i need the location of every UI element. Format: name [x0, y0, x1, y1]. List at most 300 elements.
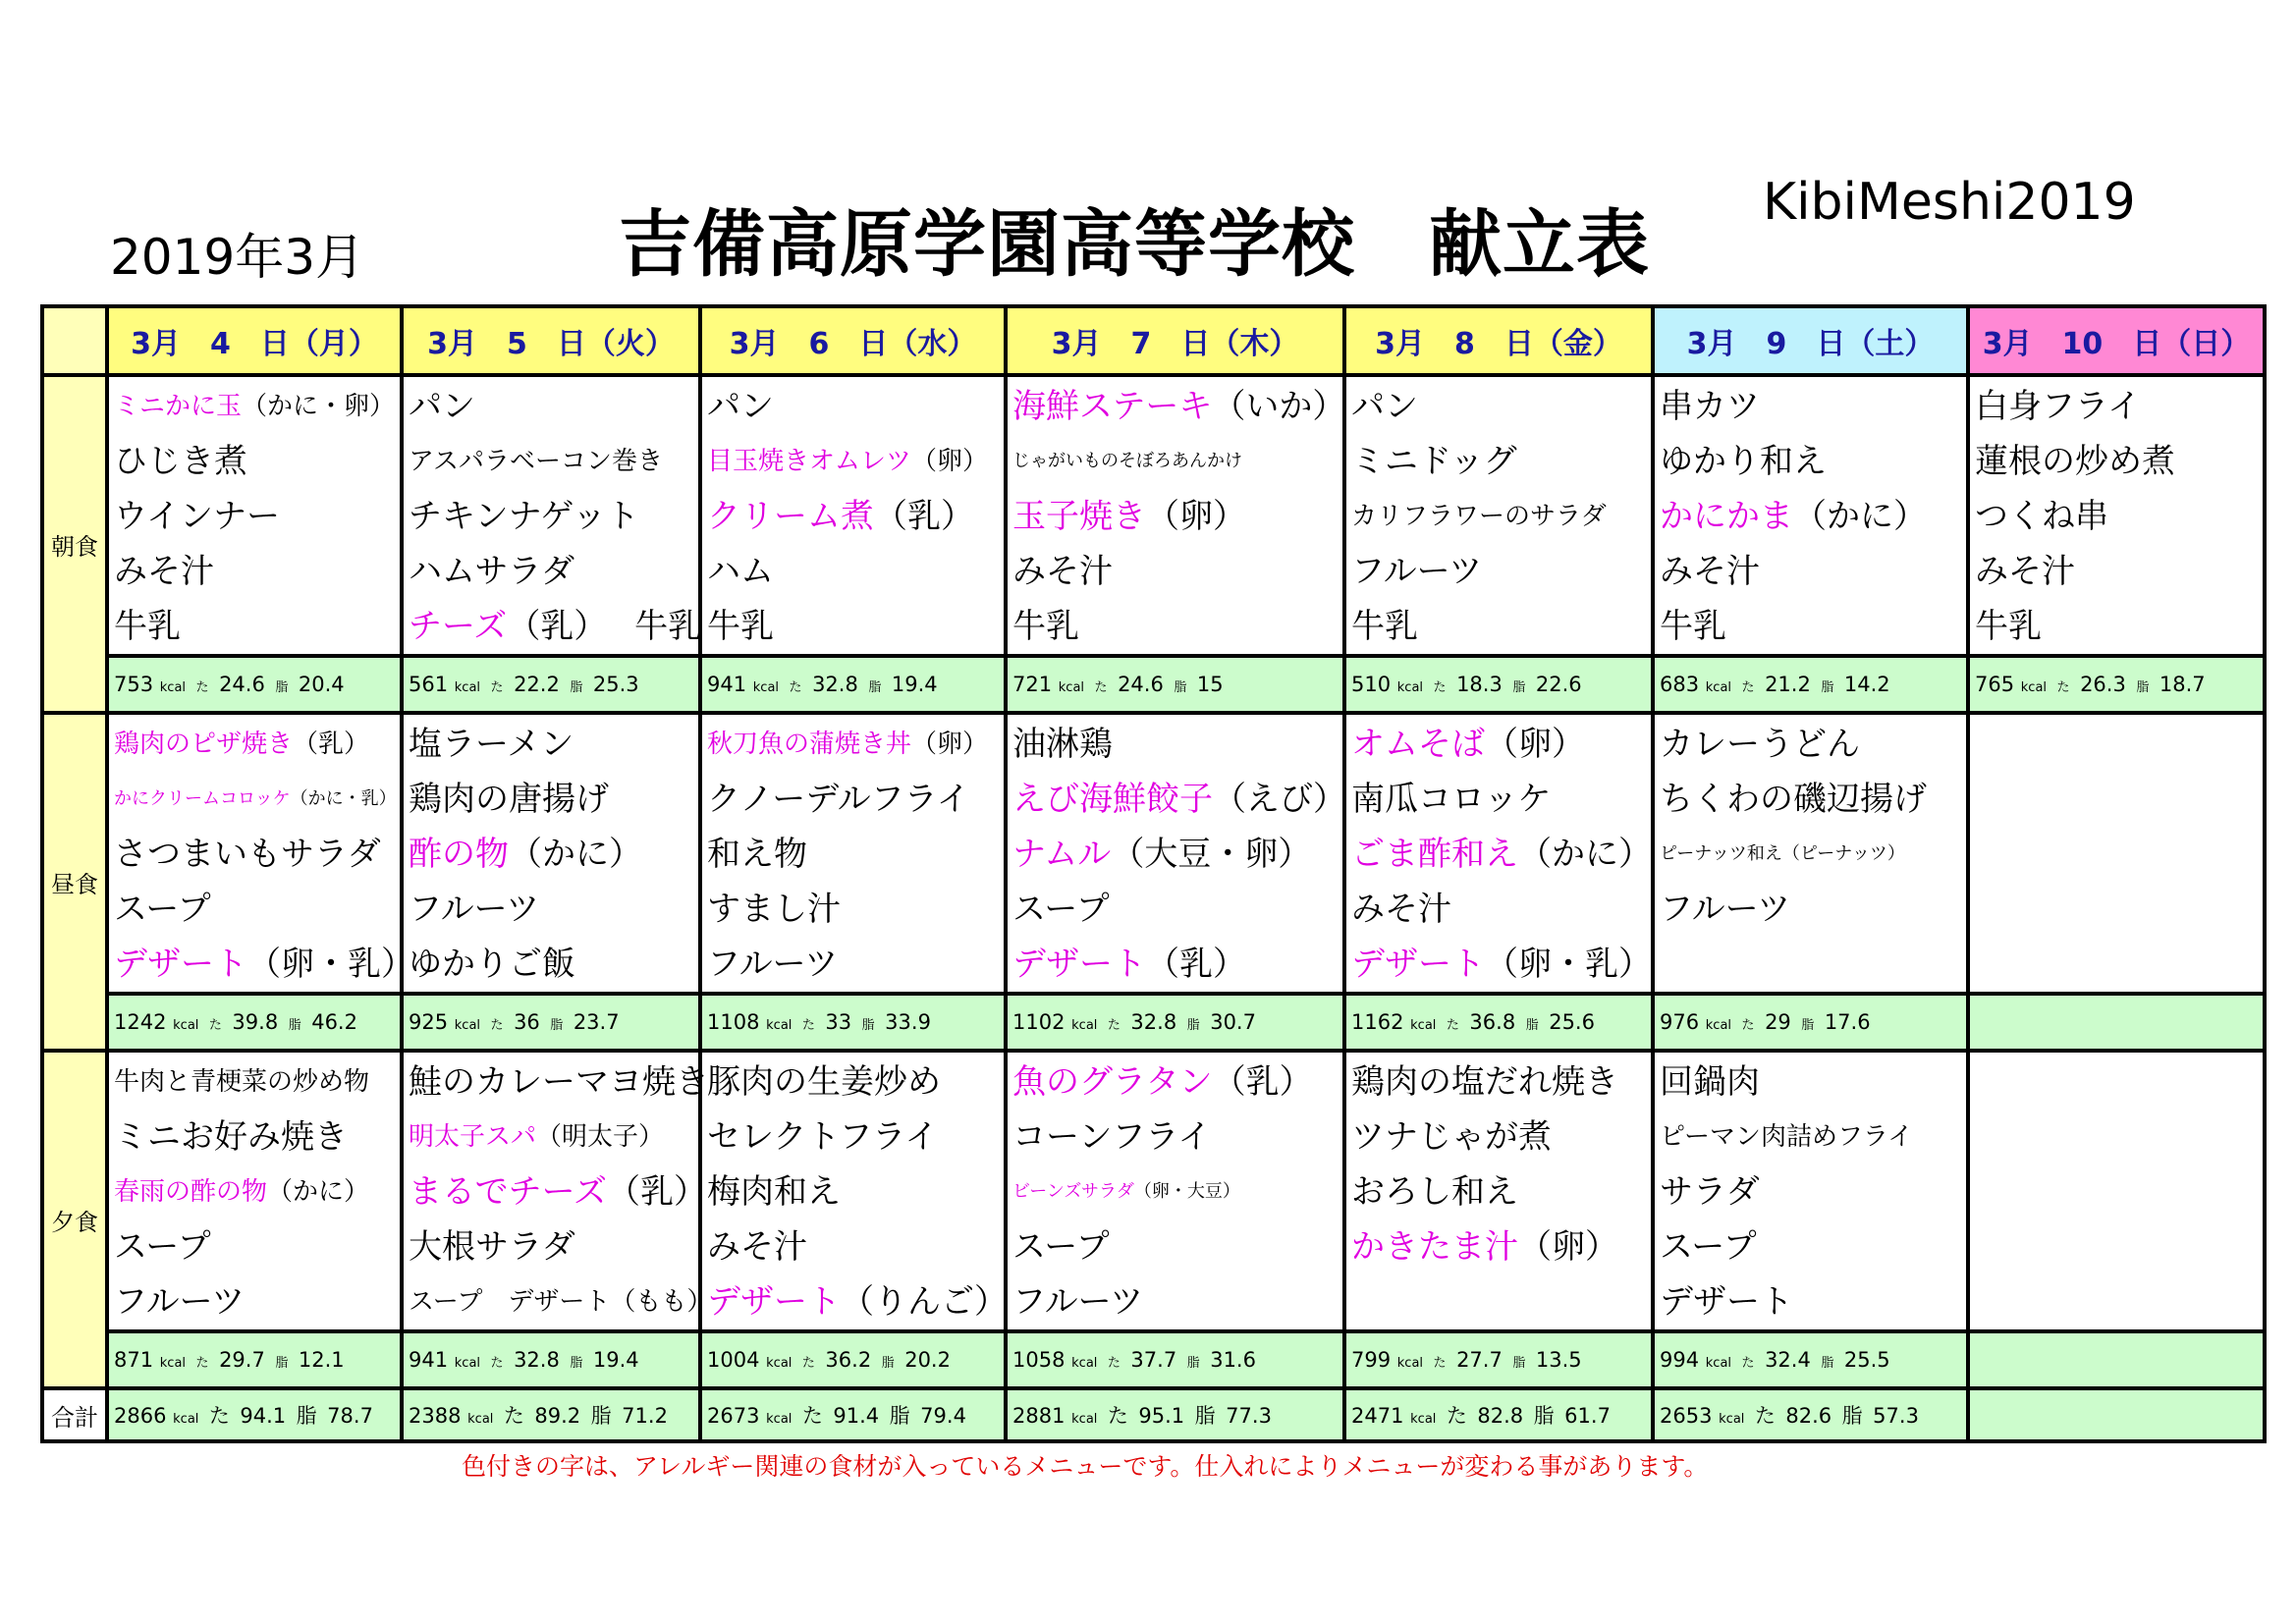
menu-item — [114, 599, 400, 654]
protein-label: た — [490, 1356, 504, 1371]
dinner-menu-cell — [1006, 1051, 1344, 1331]
menu-item — [114, 434, 400, 489]
menu-item-name: ナムル — [1012, 835, 1112, 874]
allergen-note: （卵） — [911, 730, 989, 759]
menu-item-name: 玉子焼き — [1012, 497, 1146, 536]
total-kcal: 2471 — [1351, 1404, 1404, 1428]
allergen-note: （乳） 牛乳 — [507, 607, 702, 646]
menu-item — [114, 882, 400, 937]
total-nutrition-cell — [700, 1388, 1006, 1441]
menu-item-name: デザート — [1012, 945, 1146, 984]
menu-item — [1660, 772, 1966, 827]
fat-value: 23.7 — [573, 1010, 620, 1034]
total-values — [109, 1400, 400, 1430]
menu-item — [707, 827, 1004, 882]
fat-label: 脂 — [1194, 1404, 1216, 1428]
menu-item — [1660, 1110, 1966, 1164]
kcal-unit: kcal — [454, 680, 481, 695]
breakfast-nutrition-cell — [402, 656, 700, 713]
menu-item-name: ひじき煮 — [114, 442, 247, 481]
menu-item — [409, 772, 698, 827]
kcal-value: 753 — [114, 673, 154, 696]
nutrition-values — [702, 1010, 1004, 1034]
menu-item — [1351, 882, 1651, 937]
lunch-nutrition-cell — [107, 994, 402, 1051]
menu-item — [1660, 827, 1966, 882]
menu-item — [1660, 1219, 1966, 1274]
menu-item — [114, 379, 400, 434]
total-label: 合計 — [42, 1388, 107, 1441]
total-protein: 91.4 — [833, 1404, 880, 1428]
menu-item-name: 豚肉の生姜炒め — [707, 1062, 941, 1102]
kcal-value: 941 — [707, 673, 747, 696]
dinner-nutrition-cell — [1653, 1331, 1968, 1388]
fat-value: 31.6 — [1210, 1348, 1256, 1372]
allergen-footnote: 色付きの字は、アレルギー関連の食材が入っているメニューです。仕入れによりメニューが変わる事があります。 — [462, 1452, 1709, 1481]
menu-item — [1351, 1219, 1651, 1274]
day-header: 3月 8 日（金） — [1344, 306, 1653, 375]
menu-item — [1012, 772, 1346, 827]
breakfast-menu-cell — [1006, 375, 1344, 656]
allergen-note: （卵・乳） — [247, 945, 414, 984]
kcal-unit: kcal — [766, 1018, 793, 1033]
menu-item — [707, 1055, 1004, 1110]
menu-item-name: ごま酢和え — [1351, 835, 1518, 874]
fat-label: 脂 — [1186, 1356, 1200, 1371]
menu-item-name: オムそば — [1351, 725, 1485, 764]
protein-value: 29 — [1765, 1010, 1791, 1034]
menu-list — [1008, 715, 1346, 992]
allergen-note: （かに） — [267, 1177, 370, 1207]
fat-value: 25.3 — [592, 673, 639, 696]
menu-item — [114, 717, 400, 772]
lunch-menu-cell — [1653, 713, 1968, 994]
menu-item-name: フルーツ — [409, 890, 540, 929]
allergen-note: （乳） — [1212, 1062, 1313, 1102]
menu-item — [114, 1219, 400, 1274]
protein-value: 33 — [825, 1010, 852, 1034]
kcal-value: 510 — [1351, 673, 1392, 696]
menu-item — [1351, 1164, 1651, 1219]
protein-label: た — [208, 1404, 230, 1428]
dinner-row — [42, 1051, 2265, 1331]
menu-item-name: みそ汁 — [707, 1227, 807, 1267]
menu-list — [1008, 377, 1346, 654]
menu-item — [1012, 379, 1346, 434]
protein-value: 36.2 — [825, 1348, 872, 1372]
menu-item — [1351, 717, 1651, 772]
fat-label: 脂 — [1512, 1356, 1526, 1371]
fat-label: 脂 — [1512, 680, 1526, 695]
menu-table — [40, 304, 2267, 1443]
menu-item — [1012, 544, 1342, 599]
menu-item — [1012, 882, 1342, 937]
breakfast-menu-cell — [700, 375, 1006, 656]
menu-list — [404, 377, 702, 654]
menu-item — [114, 827, 400, 882]
menu-item-name: 鮭のカレーマヨ焼き — [409, 1062, 709, 1102]
kcal-unit: kcal — [2020, 680, 2048, 695]
menu-item-name: カレーうどん — [1660, 725, 1860, 764]
allergen-note: （卵・大豆） — [1133, 1181, 1240, 1202]
kcal-unit: kcal — [766, 1412, 793, 1427]
breakfast-nutrition-cell — [1006, 656, 1344, 713]
menu-item-name: ピーナッツ和え（ピーナッツ） — [1660, 843, 1905, 864]
protein-value: 18.3 — [1456, 673, 1503, 696]
fat-label: 脂 — [1801, 1018, 1815, 1033]
lunch-nutrition-cell — [1653, 994, 1968, 1051]
allergen-note: （乳） — [1146, 945, 1246, 984]
fat-value: 14.2 — [1843, 673, 1890, 696]
menu-item-name: ミニかに玉 — [114, 392, 243, 421]
protein-label: た — [1741, 680, 1755, 695]
protein-label: た — [1094, 680, 1108, 695]
menu-item-name: カリフラワーのサラダ — [1351, 502, 1607, 531]
menu-item — [409, 882, 698, 937]
brand-label: KibiMeshi2019 — [1763, 173, 2136, 232]
protein-label: た — [801, 1018, 815, 1033]
fat-label: 脂 — [868, 680, 882, 695]
menu-item — [114, 489, 400, 544]
menu-item-name: 明太子スパ — [409, 1122, 537, 1152]
nutrition-values — [1008, 1348, 1342, 1372]
nutrition-values — [404, 1010, 698, 1034]
total-values — [1008, 1400, 1342, 1430]
protein-value: 32.4 — [1765, 1348, 1811, 1372]
menu-item-name: 鶏肉の塩だれ焼き — [1351, 1062, 1618, 1102]
menu-list — [1970, 715, 2263, 717]
menu-item — [1660, 544, 1966, 599]
allergen-note: （もも） — [610, 1287, 713, 1317]
dinner-menu-cell — [1344, 1051, 1653, 1331]
fat-label: 脂 — [1186, 1018, 1200, 1033]
protein-label: た — [1741, 1356, 1755, 1371]
protein-label: た — [1433, 680, 1447, 695]
total-fat: 79.4 — [920, 1404, 966, 1428]
menu-item — [1975, 489, 2263, 544]
menu-item-name: 秋刀魚の蒲焼き丼 — [707, 730, 912, 759]
kcal-unit: kcal — [467, 1412, 494, 1427]
kcal-value: 561 — [409, 673, 449, 696]
menu-item-name: デザート — [1660, 1282, 1793, 1322]
menu-item-name: すまし汁 — [707, 890, 841, 929]
nutrition-values — [1346, 673, 1651, 696]
menu-item — [1975, 544, 2263, 599]
fat-value: 13.5 — [1535, 1348, 1582, 1372]
menu-item — [707, 937, 1004, 992]
menu-item — [114, 544, 400, 599]
allergen-note: （大豆・卵） — [1111, 835, 1312, 874]
total-kcal: 2673 — [707, 1404, 760, 1428]
protein-value: 36.8 — [1469, 1010, 1516, 1034]
allergen-note: （乳） — [874, 497, 974, 536]
menu-item-name: スープ — [1660, 1227, 1757, 1267]
menu-item — [1012, 717, 1342, 772]
nutrition-values — [1970, 673, 2263, 696]
menu-item-name: 回鍋肉 — [1660, 1062, 1760, 1102]
day-header: 3月 10 日（日） — [1968, 306, 2265, 375]
menu-item — [409, 489, 698, 544]
menu-item-name: クノーデルフライ — [707, 780, 970, 819]
day-header: 3月 4 日（月） — [107, 306, 402, 375]
kcal-unit: kcal — [1071, 1018, 1098, 1033]
menu-item — [1351, 544, 1651, 599]
lunch-menu-cell — [1344, 713, 1653, 994]
breakfast-nutrition-cell — [107, 656, 402, 713]
menu-item — [1351, 434, 1651, 489]
menu-item — [707, 379, 1004, 434]
menu-item-name: チーズ — [409, 607, 508, 646]
menu-item-name: クリーム煮 — [707, 497, 874, 536]
kcal-value: 765 — [1975, 673, 2015, 696]
menu-item — [1660, 1274, 1966, 1329]
menu-item — [409, 1164, 707, 1219]
menu-list — [1346, 377, 1651, 654]
menu-item-name: 牛乳 — [114, 607, 181, 646]
kcal-value: 1242 — [114, 1010, 167, 1034]
kcal-unit: kcal — [173, 1412, 199, 1427]
menu-item-name: ウインナー — [114, 497, 280, 536]
total-nutrition-cell — [107, 1388, 402, 1441]
menu-item — [409, 717, 698, 772]
menu-item — [1660, 1164, 1966, 1219]
allergen-note: （かに） — [1793, 497, 1927, 536]
breakfast-row — [42, 375, 2265, 656]
menu-item-name: デザート — [707, 1282, 841, 1322]
total-fat: 61.7 — [1564, 1404, 1611, 1428]
menu-item — [1975, 434, 2263, 489]
menu-item-name: 蓮根の炒め煮 — [1975, 442, 2175, 481]
breakfast-nutrition-row — [42, 656, 2265, 713]
menu-item-name: ミニドッグ — [1351, 442, 1517, 481]
menu-item — [114, 1110, 400, 1164]
menu-item — [409, 1219, 698, 1274]
menu-item-name: 油淋鶏 — [1012, 725, 1113, 764]
menu-item — [409, 544, 698, 599]
menu-list — [1008, 1053, 1342, 1329]
allergen-note: （卵） — [1485, 725, 1585, 764]
dinner-menu-cell — [107, 1051, 402, 1331]
menu-item — [1351, 599, 1651, 654]
menu-item — [1012, 937, 1342, 992]
allergen-note: （卵・乳） — [1485, 945, 1652, 984]
menu-item — [1012, 599, 1342, 654]
menu-item-name: ゆかりご飯 — [409, 945, 575, 984]
month-label: 2019年3月 — [110, 229, 365, 286]
fat-value: 19.4 — [891, 673, 938, 696]
menu-list — [1655, 1053, 1966, 1329]
menu-item — [409, 937, 698, 992]
menu-item-name: 牛肉と青梗菜の炒め物 — [114, 1067, 370, 1097]
nutrition-values — [404, 1348, 698, 1372]
menu-item-name: スープ — [114, 890, 211, 929]
protein-value: 39.8 — [232, 1010, 279, 1034]
menu-list — [1970, 377, 2263, 654]
fat-value: 17.6 — [1824, 1010, 1871, 1034]
breakfast-menu-cell — [1968, 375, 2265, 656]
kcal-unit: kcal — [1705, 680, 1732, 695]
fat-value: 22.6 — [1535, 673, 1582, 696]
total-fat: 77.3 — [1226, 1404, 1272, 1428]
day-header: 3月 7 日（木） — [1006, 306, 1344, 375]
menu-item — [1660, 599, 1966, 654]
kcal-unit: kcal — [1071, 1412, 1098, 1427]
lunch-nutrition-cell — [402, 994, 700, 1051]
nutrition-values — [404, 673, 698, 696]
kcal-value: 925 — [409, 1010, 449, 1034]
day-header: 3月 5 日（火） — [402, 306, 700, 375]
menu-item — [1351, 1055, 1651, 1110]
total-values — [1655, 1400, 1966, 1430]
menu-item — [1660, 937, 1966, 992]
kcal-unit: kcal — [1396, 1356, 1424, 1371]
menu-list — [702, 1053, 1008, 1329]
fat-label: 脂 — [590, 1404, 612, 1428]
kcal-unit: kcal — [1410, 1412, 1437, 1427]
kcal-value: 683 — [1660, 673, 1700, 696]
dinner-label: 夕食 — [42, 1051, 107, 1388]
kcal-unit: kcal — [1396, 680, 1424, 695]
fat-label: 脂 — [296, 1404, 317, 1428]
fat-value: 12.1 — [298, 1348, 345, 1372]
kcal-unit: kcal — [159, 680, 187, 695]
protein-value: 32.8 — [1130, 1010, 1177, 1034]
menu-item — [707, 772, 1004, 827]
total-nutrition-cell — [1968, 1388, 2265, 1441]
fat-label: 脂 — [570, 680, 583, 695]
menu-item-name: チキンナゲット — [409, 497, 639, 536]
date-header-row — [42, 306, 2265, 375]
protein-label: た — [1741, 1018, 1755, 1033]
menu-item — [114, 937, 414, 992]
lunch-menu-cell — [1006, 713, 1344, 994]
dinner-menu-cell — [700, 1051, 1006, 1331]
fat-label: 脂 — [1525, 1018, 1539, 1033]
menu-item-name: 鶏肉の唐揚げ — [409, 780, 609, 819]
fat-label: 脂 — [550, 1018, 564, 1033]
menu-item — [1012, 1164, 1342, 1219]
nutrition-values — [109, 1010, 400, 1034]
menu-item — [409, 379, 698, 434]
protein-value: 29.7 — [219, 1348, 265, 1372]
nutrition-values — [1655, 1010, 1966, 1034]
dinner-nutrition-cell — [1344, 1331, 1653, 1388]
menu-item-name: パン — [1351, 387, 1418, 426]
fat-value: 15 — [1196, 673, 1224, 696]
fat-label: 脂 — [1841, 1404, 1863, 1428]
protein-label: た — [801, 1356, 815, 1371]
menu-item-name: スープ — [1012, 1227, 1110, 1267]
total-values — [702, 1400, 1004, 1430]
dinner-nutrition-cell — [700, 1331, 1006, 1388]
menu-item — [707, 1164, 1004, 1219]
breakfast-nutrition-cell — [1344, 656, 1653, 713]
menu-item-name: みそ汁 — [1975, 552, 2075, 591]
menu-item — [1012, 489, 1342, 544]
menu-item — [1012, 827, 1342, 882]
menu-item-name: みそ汁 — [1351, 890, 1451, 929]
protein-value: 22.2 — [514, 673, 560, 696]
menu-item-name: フルーツ — [1351, 552, 1483, 591]
protein-label: た — [1433, 1356, 1447, 1371]
kcal-value: 976 — [1660, 1010, 1700, 1034]
allergen-note: （明太子） — [536, 1122, 665, 1152]
fat-label: 脂 — [275, 1356, 289, 1371]
menu-item-name: 牛乳 — [707, 607, 774, 646]
menu-item — [1012, 1110, 1342, 1164]
menu-item-name: スープ — [1012, 890, 1110, 929]
kcal-unit: kcal — [159, 1356, 187, 1371]
total-protein: 89.2 — [534, 1404, 581, 1428]
menu-item-name: 南瓜コロッケ — [1351, 780, 1552, 819]
nutrition-values — [1655, 1348, 1966, 1372]
fat-label: 脂 — [2136, 680, 2150, 695]
protein-label: た — [801, 1404, 823, 1428]
breakfast-nutrition-cell — [700, 656, 1006, 713]
protein-value: 24.6 — [1118, 673, 1164, 696]
day-header: 3月 9 日（土） — [1653, 306, 1968, 375]
menu-item-name: さつまいもサラダ — [114, 835, 381, 874]
nutrition-values — [1346, 1010, 1651, 1034]
protein-label: た — [490, 680, 504, 695]
nutrition-values — [702, 1348, 1004, 1372]
total-nutrition-cell — [1344, 1388, 1653, 1441]
total-kcal: 2388 — [409, 1404, 462, 1428]
menu-item — [707, 434, 1004, 489]
menu-list — [109, 377, 400, 654]
kcal-value: 1108 — [707, 1010, 760, 1034]
nutrition-values — [1008, 673, 1342, 696]
fat-label: 脂 — [881, 1356, 895, 1371]
total-nutrition-cell — [1653, 1388, 1968, 1441]
menu-item-name: ビーンズサラダ — [1012, 1181, 1134, 1202]
menu-item — [114, 1164, 400, 1219]
menu-item — [1351, 379, 1651, 434]
total-protein: 94.1 — [240, 1404, 287, 1428]
dinner-menu-cell — [402, 1051, 713, 1331]
menu-list — [702, 377, 1004, 654]
menu-item-name: フルーツ — [1660, 890, 1791, 929]
menu-item — [114, 772, 400, 827]
menu-item-name: まるでチーズ — [409, 1172, 607, 1212]
lunch-nutrition-cell — [1968, 994, 2265, 1051]
protein-value: 27.7 — [1456, 1348, 1503, 1372]
fat-value: 46.2 — [311, 1010, 357, 1034]
fat-value: 33.9 — [885, 1010, 931, 1034]
menu-item-name: 塩ラーメン — [409, 725, 574, 764]
allergen-note: （かに・乳） — [290, 788, 397, 809]
menu-item — [409, 434, 698, 489]
kcal-unit: kcal — [1719, 1412, 1745, 1427]
menu-item-name: アスパラベーコン巻き — [409, 447, 663, 476]
nutrition-values — [1346, 1348, 1651, 1372]
menu-item — [409, 827, 698, 882]
allergen-note: （卵） — [1146, 497, 1246, 536]
breakfast-menu-cell — [402, 375, 700, 656]
kcal-unit: kcal — [1705, 1356, 1732, 1371]
kcal-value: 799 — [1351, 1348, 1392, 1372]
fat-value: 30.7 — [1210, 1010, 1256, 1034]
allergen-note: （かに） — [509, 835, 642, 874]
dinner-nutrition-cell — [1006, 1331, 1344, 1388]
menu-item-name: パン — [707, 387, 774, 426]
menu-item-name: デザート — [114, 945, 247, 984]
dinner-menu-cell — [1653, 1051, 1968, 1331]
menu-item-name: かにかま — [1660, 497, 1793, 536]
fat-label: 脂 — [570, 1356, 583, 1371]
protein-label: た — [789, 680, 802, 695]
menu-item-name: 目玉焼きオムレツ — [707, 447, 912, 476]
